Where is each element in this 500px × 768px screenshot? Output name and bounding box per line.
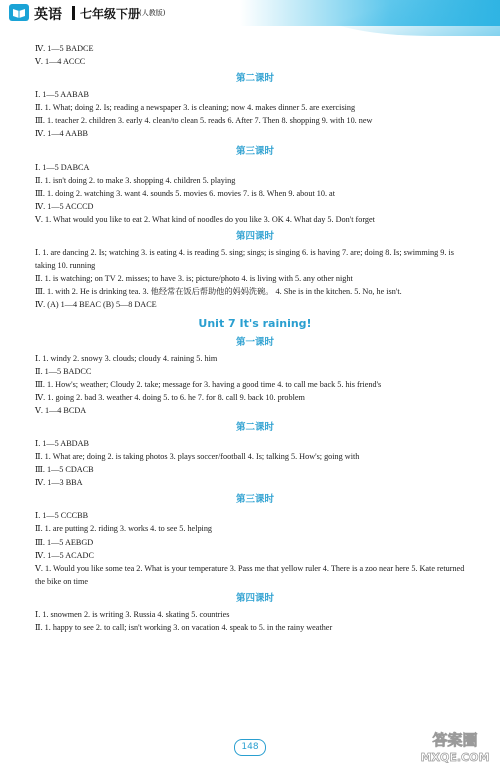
answer-line: Ⅲ. 1. How's; weather; Cloudy 2. take; message for 3. having a good time 4. to call me back 5. his friend's <box>35 379 382 389</box>
answer-line: Ⅰ. 1. snowmen 2. is writing 3. Russia 4. skating 5. countries <box>35 609 230 619</box>
answer-line: Ⅰ. 1—5 ABDAB <box>35 438 89 448</box>
answer-line: Ⅳ. 1—4 AABB <box>35 129 88 139</box>
watermark-bottom: MXQE.COM <box>420 751 490 764</box>
section-heading: 第二课时 <box>235 73 274 85</box>
page-header <box>0 0 500 36</box>
answer-line: Ⅱ. 1. is watching; on TV 2. misses; to have 3. is; picture/photo 4. is living with 5. any other night <box>35 274 353 284</box>
answer-line: Ⅲ. 1—5 AEBGD <box>35 537 94 547</box>
answer-line: Ⅲ. 1. with 2. He is drinking tea. 3. 他经常在饭后帮助他的妈妈洗碗。 4. She is in the kitchen. 5. No, he isn't. <box>35 287 402 297</box>
answer-line: Ⅴ. 1—4 BCDA <box>35 405 87 415</box>
section-heading: 第三课时 <box>235 494 274 506</box>
answer-line: Ⅱ. 1. happy to see 2. to call; isn't working 3. on vacation 4. speak to 5. in the rainy weather <box>35 623 333 632</box>
answer-line: Ⅰ. 1—5 DABCA <box>35 162 90 172</box>
answer-line: Ⅰ. 1. windy 2. snowy 3. clouds; cloudy 4. raining 5. him <box>35 353 218 363</box>
book-logo-icon <box>9 4 29 21</box>
answer-line: Ⅱ. 1. What are; doing 2. is taking photos 3. plays soccer/football 4. Is; talking 5. How's; going with <box>35 452 360 462</box>
page-number: 148 <box>234 739 266 756</box>
answer-line: Ⅱ. 1—5 BADCC <box>35 366 92 376</box>
answer-line: Ⅰ. 1—5 CCCBB <box>35 511 89 521</box>
answer-line: Ⅳ. 1—5 ACCCD <box>35 201 94 211</box>
header-swoosh <box>310 0 500 36</box>
header-divider <box>72 6 75 20</box>
answer-line: Ⅳ. (A) 1—4 BEAC (B) 5—8 DACE <box>35 300 157 310</box>
answer-line: Ⅴ. 1. What would you like to eat 2. What kind of noodles do you like 3. OK 4. What day 5. Don't forget <box>35 214 375 224</box>
answer-line: Ⅰ. 1—5 AABAB <box>35 90 89 100</box>
section-heading: 第三课时 <box>235 145 274 157</box>
answer-line: Ⅲ. 1. doing 2. watching 3. want 4. sounds 5. movies 6. movies 7. is 8. When 9. about 10. at <box>35 188 335 198</box>
answer-line: Ⅳ. 1. going 2. bad 3. weather 4. doing 5. to 6. he 7. for 8. call 9. back 10. problem <box>35 392 305 402</box>
section-heading: 第四课时 <box>235 231 274 243</box>
answer-line: Ⅴ. 1. Would you like some tea 2. What is your temperature 3. Pass me that yellow ruler 4. There is a zoo near here 5. Kate returned the bike on time <box>35 563 465 586</box>
section-heading: 第四课时 <box>235 592 274 604</box>
answer-line: Ⅱ. 1. What; doing 2. Is; reading a newspaper 3. is cleaning; now 4. makes dinner 5. are exercising <box>35 103 356 113</box>
grade-title: 七年级下册 <box>80 7 141 21</box>
answer-line: Ⅳ. 1—5 ACADC <box>35 550 94 560</box>
answer-line: Ⅳ. 1—5 BADCE <box>35 44 94 53</box>
edition-label: (人教版) <box>139 9 166 17</box>
watermark-logo <box>412 728 498 766</box>
answer-line: Ⅱ. 1. isn't doing 2. to make 3. shopping 4. children 5. playing <box>35 175 236 185</box>
answer-line: Ⅳ. 1—3 BBA <box>35 478 83 488</box>
subject-title: 英语 <box>34 7 62 23</box>
section-heading: 第一课时 <box>235 336 274 348</box>
answer-line: Ⅰ. 1. are dancing 2. Is; watching 3. is eating 4. is reading 5. sing; sings; is singing 6. is having 7. are; doing 8. Is; swimming 9. is taking 10. running <box>35 248 454 271</box>
answer-line: Ⅱ. 1. are putting 2. riding 3. works 4. to see 5. helping <box>35 524 213 534</box>
answer-line: Ⅲ. 1. teacher 2. children 3. early 4. clean/to clean 5. reads 6. After 7. Then 8. shopping 9. with 10. new <box>35 116 373 126</box>
answer-content <box>35 42 475 634</box>
answer-line: Ⅴ. 1—4 ACCC <box>35 57 86 67</box>
unit-title: Unit 7 It's raining! <box>198 316 312 330</box>
answer-line: Ⅲ. 1—5 CDACB <box>35 465 94 475</box>
section-heading: 第二课时 <box>235 421 274 433</box>
watermark-top: 答案圈 <box>432 731 478 749</box>
